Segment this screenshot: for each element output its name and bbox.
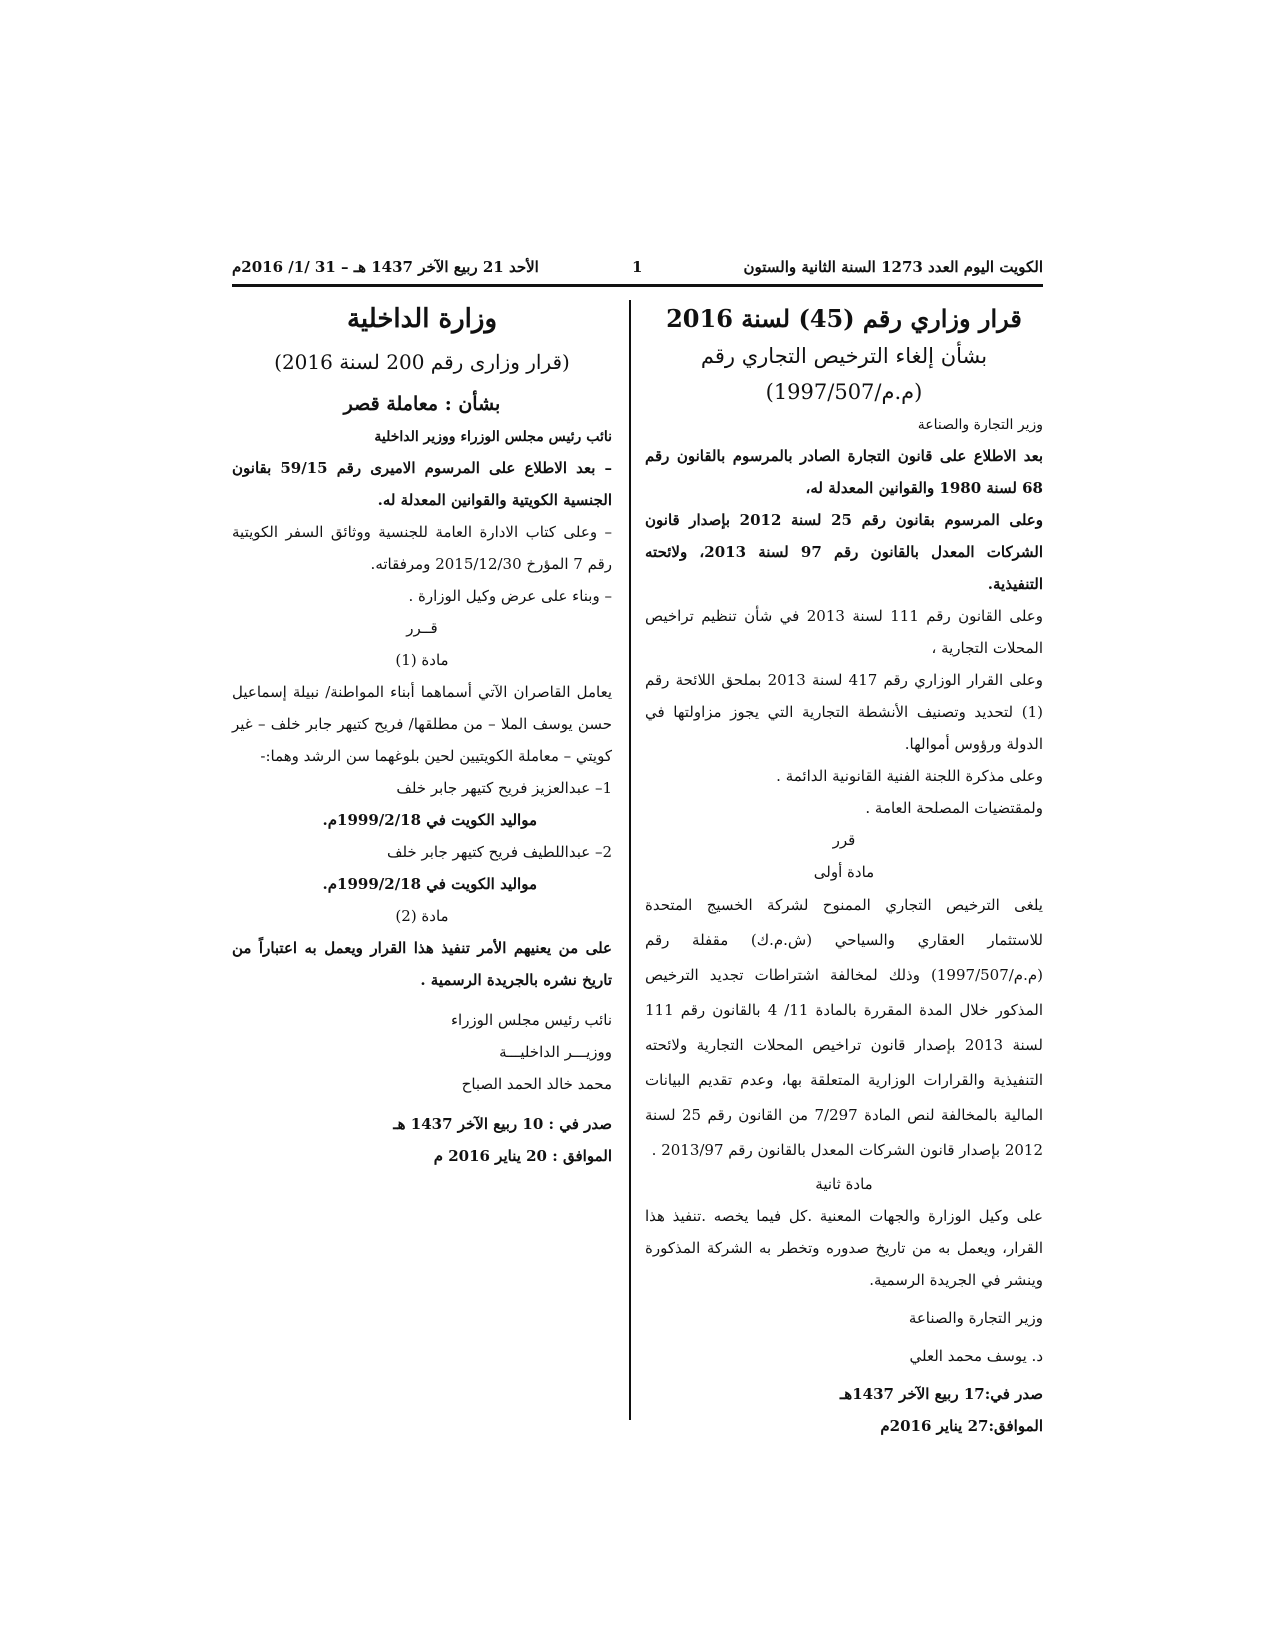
header-rule <box>232 284 1043 287</box>
preamble-item: وعلى مذكرة اللجنة الفنية القانونية الدائمة . <box>776 767 1043 785</box>
article-2-text: على من يعنيهم الأمر تنفيذ هذا القرار ويعمل به اعتباراً من تاريخ نشره بالجريدة الرسمية . <box>232 939 612 989</box>
signer-line-1: نائب رئيس مجلس الوزراء <box>450 1011 612 1029</box>
child-1-birth: مواليد الكويت في 1999/2/18م. <box>322 811 537 829</box>
article-2-title: مادة (2) <box>395 907 449 925</box>
child-1-name: 1– عبدالعزيز فريح كتيهر جابر خلف <box>396 779 612 797</box>
decided-label: قرر <box>832 831 856 849</box>
decision-45-license-no: (م.م/1997/507) <box>765 380 923 404</box>
preamble-item: – وبناء على عرض وكيل الوزارة . <box>408 587 612 605</box>
preamble-item: ولمقتضيات المصلحة العامة . <box>865 799 1043 817</box>
preamble-item: – وعلى كتاب الادارة العامة للجنسية ووثائق السفر الكويتية رقم 7 المؤرخ 2015/12/30 ومرفقاته. <box>232 523 612 573</box>
child-2-birth: مواليد الكويت في 1999/2/18م. <box>322 875 537 893</box>
ministry-title: وزارة الداخلية <box>346 304 498 334</box>
page-header <box>232 258 1043 280</box>
article-2-text: على وكيل الوزارة والجهات المعنية .كل فيما يخصه .تنفيذ هذا القرار، ويعمل به من تاريخ صدوره وتخطر به الشركة المذكورة وينشر في الجريدة الرسمية. <box>645 1207 1043 1289</box>
preamble-item: وعلى القرار الوزاري رقم 417 لسنة 2013 بملحق اللائحة رقم (1) لتحديد وتصنيف الأنشطة التجارية التي يجوز مزاولتها في الدولة ورؤوس أموالها. <box>645 671 1044 753</box>
preamble-item: وعلى القانون رقم 111 لسنة 2013 في شأن تنظيم تراخيص المحلات التجارية ، <box>645 607 1044 657</box>
decision-45-issuer: وزير التجارة والصناعة <box>917 417 1043 433</box>
issued-date: صدر في:17 ربيع الآخر 1437هـ <box>839 1385 1043 1403</box>
decision-200-title: (قرار وزارى رقم 200 لسنة 2016) <box>274 350 570 374</box>
issued-date: صدر في : 10 ربيع الآخر 1437 هـ <box>393 1115 612 1133</box>
issue-date: الأحد 21 ربيع الآخر 1437 هـ – 31 /1/ 2016م <box>232 258 539 276</box>
decision-45-title: قرار وزاري رقم (45) لسنة 2016 <box>666 304 1022 333</box>
signer-title: وزير التجارة والصناعة <box>908 1309 1043 1327</box>
decision-45-subject: بشأن إلغاء الترخيص التجاري رقم <box>700 344 988 368</box>
signer-name: د. يوسف محمد العلي <box>909 1347 1043 1365</box>
preamble-item: – بعد الاطلاع على المرسوم الاميرى رقم 59/15 بقانون الجنسية الكويتية والقوانين المعدلة له. <box>232 459 613 509</box>
corresponding-date: الموافق : 20 يناير 2016 م <box>433 1147 612 1165</box>
corresponding-date: الموافق:27 يناير 2016م <box>880 1417 1043 1435</box>
page-number: 1 <box>632 258 643 276</box>
decided-label: قــرر <box>406 619 438 637</box>
decision-200-column <box>232 300 612 1172</box>
signature-block <box>232 1004 612 1100</box>
signer-line-2: ووزيـــر الداخليـــة <box>499 1043 612 1061</box>
article-2-title: مادة ثانية <box>815 1175 873 1193</box>
column-divider <box>629 300 631 1420</box>
preamble-item: وعلى المرسوم بقانون رقم 25 لسنة 2012 بإصدار قانون الشركات المعدل بالقانون رقم 97 لسنة 2013، ولائحته التنفيذية. <box>645 511 1043 593</box>
article-1-title: مادة (1) <box>395 651 449 669</box>
gazette-issue-info: الكويت اليوم العدد 1273 السنة الثانية والستون <box>743 258 1043 276</box>
preamble-item: بعد الاطلاع على قانون التجارة الصادر بالمرسوم بالقانون رقم 68 لسنة 1980 والقوانين المعدلة له، <box>645 447 1043 497</box>
article-1-title: مادة أولى <box>813 863 875 881</box>
decision-45-column <box>645 300 1043 1442</box>
decision-200-subject: بشأن : معاملة قصر <box>343 393 501 415</box>
article-1-text: يلغى الترخيص التجاري الممنوح لشركة الخسيج المتحدة للاستثمار العقاري والسياحي (ش.م.ك) مقفلة رقم (م.م/1997/507) وذلك لمخالفة اشتراطات تجديد الترخيص المذكور خلال المدة المقررة بالمادة 11/ 4 بالقانون رقم 111 لسنة 2013 بإصدار قانون تراخيص المحلات التجارية ولائحته التنفيذية والقرارات الوزارية المتعلقة بها، وعدم تقديم البيانات المالية بالمخالفة لنص المادة 7/297 من القانون رقم 25 لسنة 2012 بإصدار قانون الشركات المعدل بالقانون رقم 2013/97 . <box>645 896 1043 1159</box>
article-1-text: يعامل القاصران الآتي أسماهما أبناء المواطنة/ نبيلة إسماعيل حسن يوسف الملا – من مطلقها/ فريح كتيهر جابر خلف – غير كويتي – معاملة الكويتيين لحين بلوغهما سن الرشد وهما:- <box>232 683 612 765</box>
child-2-name: 2– عبداللطيف فريح كتيهر جابر خلف <box>386 843 612 861</box>
decision-200-issuer: نائب رئيس مجلس الوزراء ووزير الداخلية <box>374 429 612 445</box>
signer-name: محمد خالد الحمد الصباح <box>461 1075 612 1093</box>
